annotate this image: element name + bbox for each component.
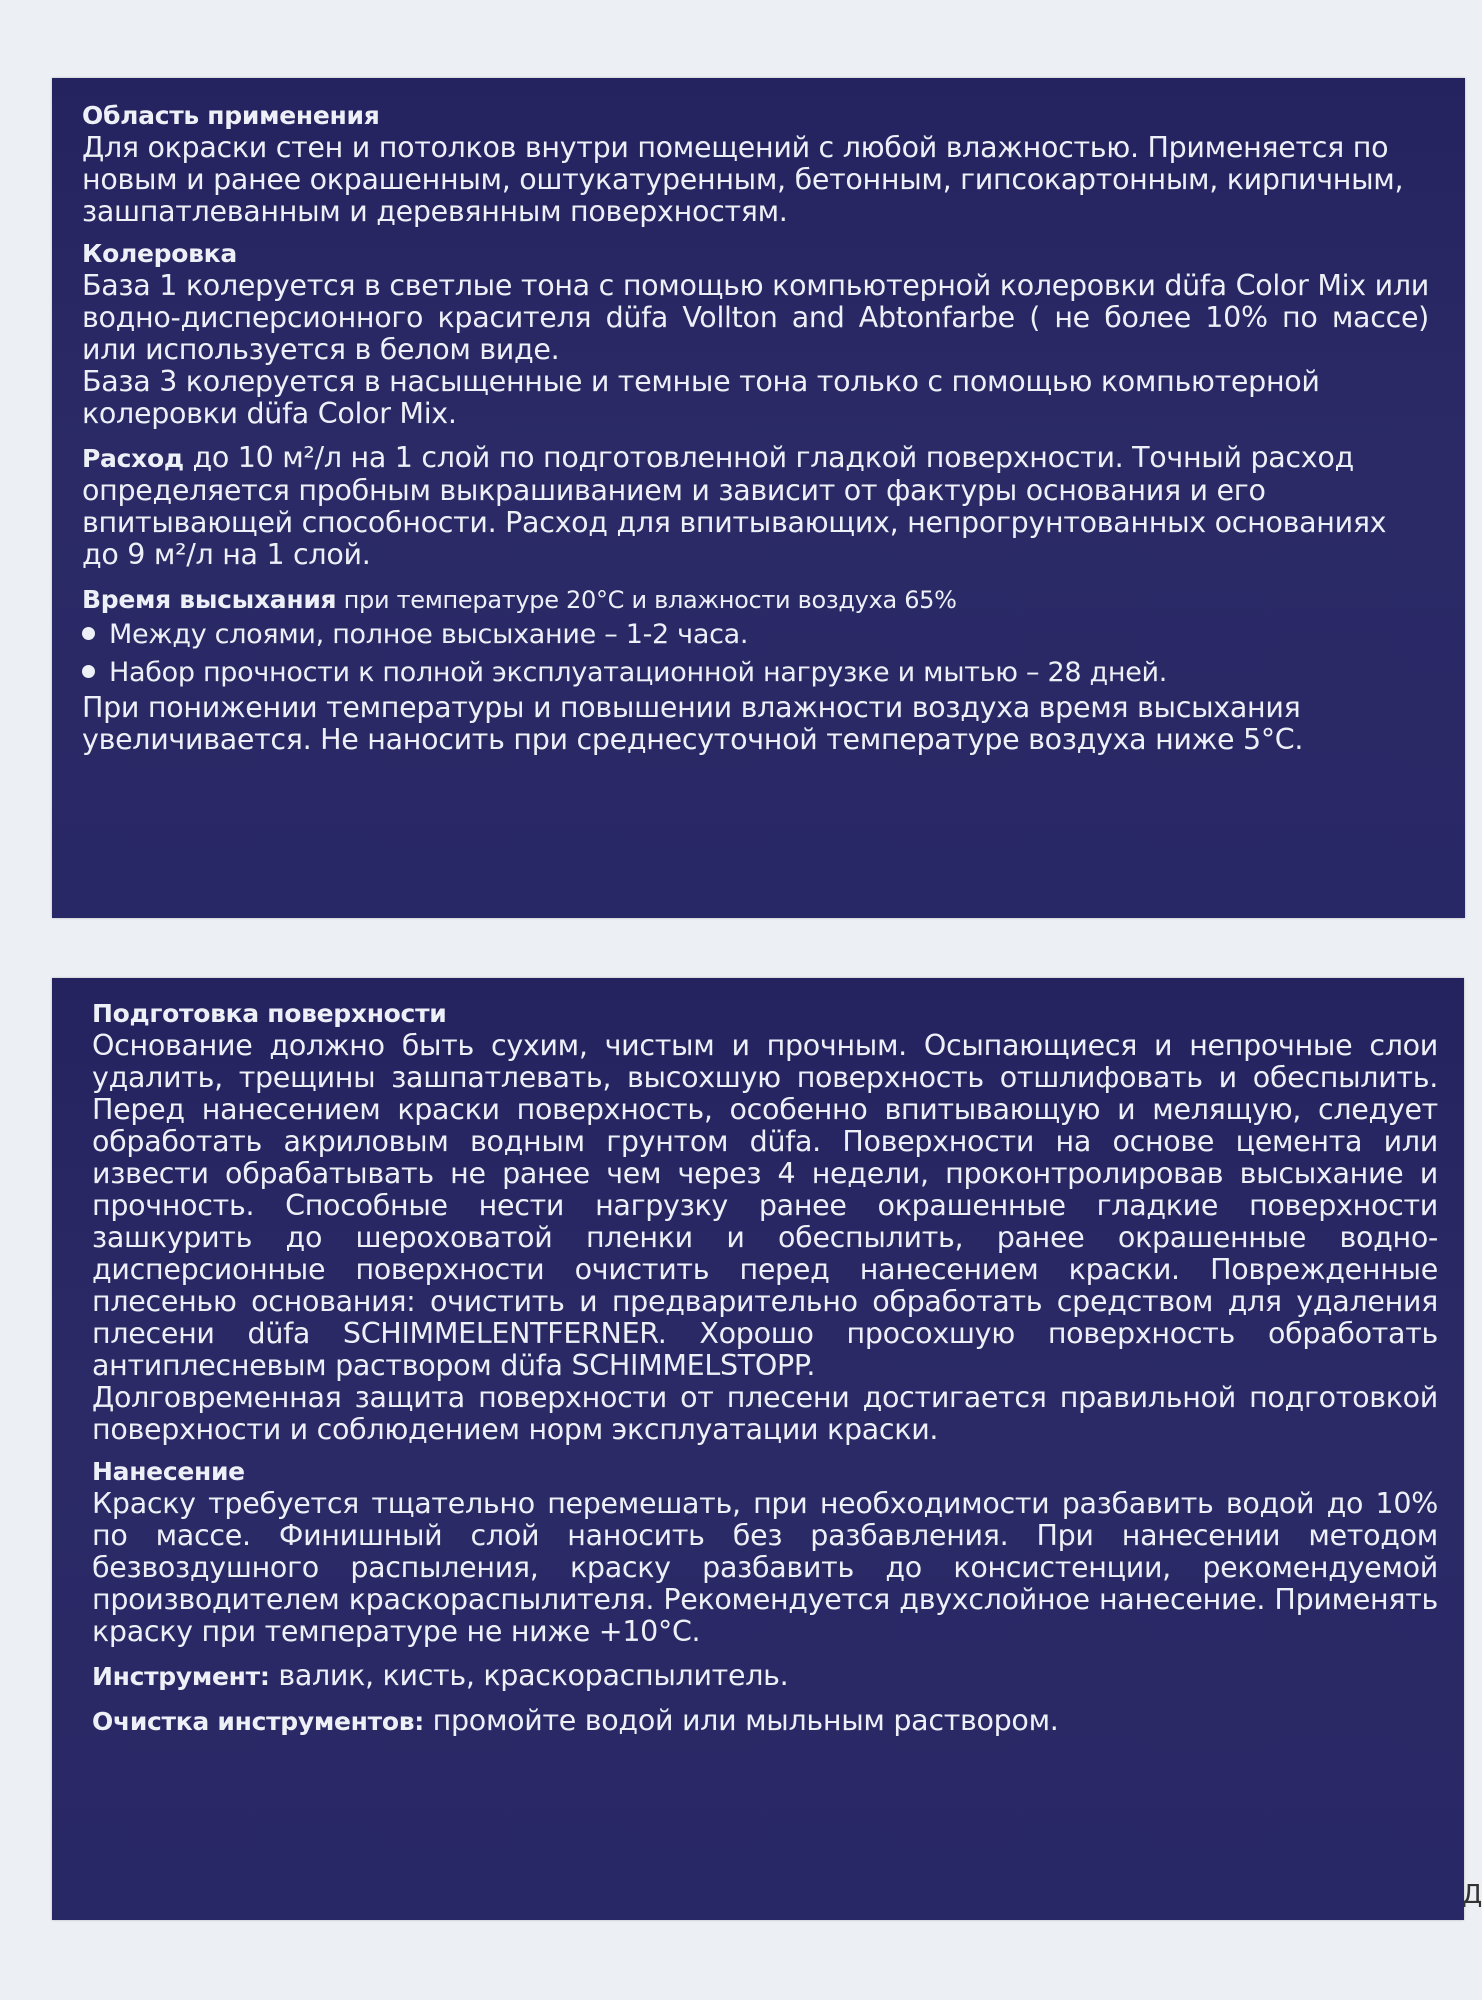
tools-heading: Инструмент: <box>92 1662 270 1691</box>
drying-heading-line <box>82 583 1429 616</box>
tinting-text-base3: База 3 колеруется в насыщенные и темные тона только с помощью компьютерной колеровки düfa Color Mix. <box>82 365 1320 430</box>
consumption-heading: Расход <box>82 444 184 473</box>
drying-bullet-item <box>82 616 1429 654</box>
drying-bullet-item <box>82 654 1429 692</box>
drying-section <box>82 583 1429 756</box>
consumption-text: до 10 м²/л на 1 слой по подготовленной гладкой поверхности. Точный расход определяется пробным выкрашиванием и зависит от фактуры основания и его впитывающей способности. Расход для впитывающих, непрогрунтованных основаниях до 9 м²/л на 1 слой. <box>82 441 1387 571</box>
paint-application-heading: Нанесение <box>92 1457 245 1486</box>
consumption-section <box>82 442 1429 571</box>
cropped-edge-letter: Д <box>1462 1880 1482 1910</box>
paint-application-section <box>92 1456 1438 1648</box>
surface-preparation-text: Основание должно быть сухим, чистым и прочным. Осыпающиеся и непрочные слои удалить, трещины зашпатлевать, высохшую поверхность отшлифовать и обеспылить. Перед нанесением краски поверхность, особенно впитывающую и мелящую, следует обработать акриловым водным грунтом düfa. Поверхности на основе цемента или извести обрабатывать не ранее чем через 4 недели, проконтролировав высыхание и прочность. Способные нести нагрузку ранее окрашенные гладкие поверхности зашкурить до шероховатой пленки и обеспылить, ранее окрашенные водно-дисперсионные поверхности очистить перед нанесением краски. Поврежденные плесенью основания: очистить и предварительно обработать средством для удаления плесени düfa SCHIMMELENTFERNER. Хорошо просохшую поверхность обработать антиплесневым раствором düfa SCHIMMELSTOPP. <box>92 1029 1438 1382</box>
surface-preparation-section <box>92 998 1438 1446</box>
tinting-text-base1: База 1 колеруется в светлые тона с помощью компьютерной колеровки düfa Color Mix или водно-дисперсионного красителя düfa Vollton and Abtonfarbe ( не более 10% по массе) или используется в белом виде. <box>82 269 1429 366</box>
cleaning-heading: Очистка инструментов: <box>92 1707 424 1736</box>
bullet-icon <box>82 627 95 640</box>
bottom-info-panel <box>52 978 1464 1920</box>
drying-note: При понижении температуры и повышении влажности воздуха время высыхания увеличивается. Не наносить при среднесуточной температуре воздуха ниже 5°C. <box>82 691 1304 756</box>
tinting-section <box>82 238 1429 430</box>
tools-section <box>92 1660 1438 1693</box>
drying-bullet-text: Набор прочности к полной эксплуатационной нагрузке и мытью – 28 дней. <box>109 657 1168 688</box>
paint-application-text: Краску требуется тщательно перемешать, при необходимости разбавить водой до 10% по массе. Финишный слой наносить без разбавления. При нанесении методом безвоздушного распыления, краску разбавить до консистенции, рекомендуемой производителем краскораспылителя. Рекомендуется двухслойное нанесение. Применять краску при температуре не ниже +10°C. <box>92 1487 1438 1648</box>
drying-bullet-text: Между слоями, полное высыхание – 1-2 часа. <box>109 619 749 650</box>
drying-condition: при температуре 20°C и влажности воздуха 65% <box>336 586 957 614</box>
top-info-panel <box>52 78 1465 918</box>
application-area-text: Для окраски стен и потолков внутри помещений с любой влажностью. Применяется по новым и ранее окрашенным, оштукатуренным, бетонным, гипсокартонным, кирпичным, зашпатлеванным и деревянным поверхностям. <box>82 131 1404 228</box>
cleaning-text: промойте водой или мыльным раствором. <box>423 1704 1059 1737</box>
application-area-heading: Область применения <box>82 101 380 130</box>
cleaning-section <box>92 1705 1438 1738</box>
bullet-icon <box>82 665 95 678</box>
tools-text: валик, кисть, краскораспылитель. <box>269 1659 789 1692</box>
surface-preparation-heading: Подготовка поверхности <box>92 999 447 1028</box>
application-area-section <box>82 100 1429 228</box>
tinting-heading: Колеровка <box>82 239 237 268</box>
mold-protection-text: Долговременная защита поверхности от плесени достигается правильной подготовкой поверхности и соблюдением норм эксплуатации краски. <box>92 1381 1438 1446</box>
drying-heading: Время высыхания <box>82 585 337 614</box>
